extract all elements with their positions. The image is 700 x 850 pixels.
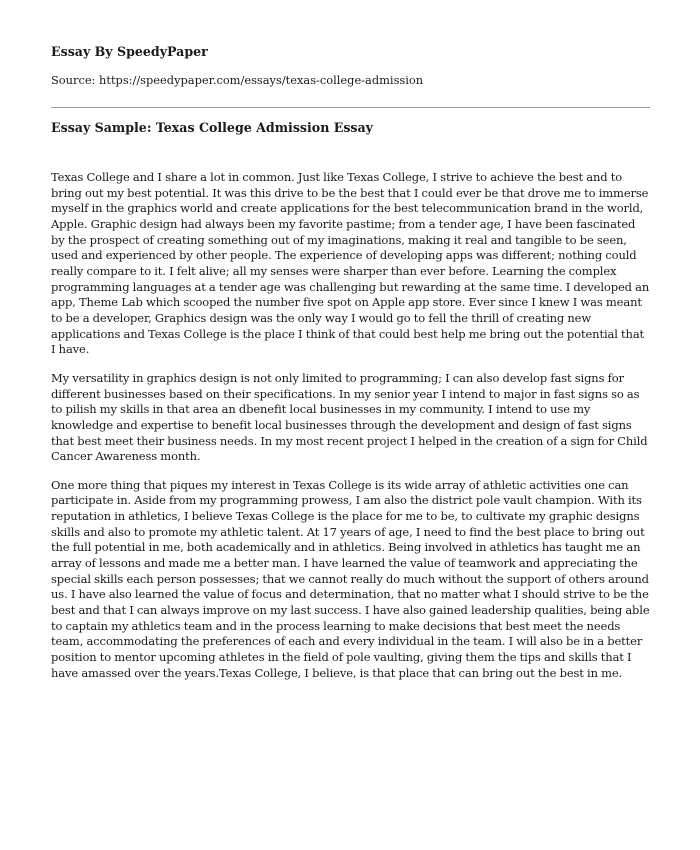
essay-body: [51, 170, 651, 694]
source-label: Source:: [51, 73, 100, 87]
source-url: https://speedypaper.com/essays/texas-college-admission: [99, 73, 424, 87]
essay-title: Essay Sample: Texas College Admission Essay: [51, 120, 373, 135]
essay-paragraph-1: Texas College and I share a lot in common. Just like Texas College, I strive to achieve the best and to bring out my best potential. It was this drive to be the best that I could ever be that drove me to immerse myself in the graphics world and create applications for the best telecommunication brand in the world, Apple. Graphic design had always been my favorite pastime; from a tender age, I have been fascinated by the prospect of creating something out of my imaginations, making it real and tangible to be seen, used and experienced by other people. The experience of developing apps was different; nothing could really compare to it. I felt alive; all my senses were sharper than ever before. Learning the complex programming languages at a tender age was challenging but rewarding at the same time. I developed an app, Theme Lab which scooped the number five spot on Apple app store. Ever since I knew I was meant to be a developer, Graphics design was the only way I would go to fell the thrill of creating new applications and Texas College is the place I think of that could best help me bring out the potential that I have.: [51, 170, 650, 357]
document-title: Essay By SpeedyPaper: [51, 44, 208, 59]
essay-paragraph-2: My versatility in graphics design is not only limited to programming; I can also develop fast signs for different businesses based on their specifications. In my senior year I intend to major in fast signs so as to pilish my skills in that area an dbenefit local businesses in my community. I intend to use my knowledge and expertise to benefit local businesses through the development and design of fast signs that best meet their business needs. In my most recent project I helped in the creation of a sign for Child Cancer Awareness month.: [51, 370, 648, 464]
horizontal-divider: [51, 107, 650, 108]
source-line: [51, 72, 423, 88]
essay-paragraph-3: One more thing that piques my interest in Texas College is its wide array of athletic activities one can participate in. Aside from my programming prowess, I am also the district pole vault champion. With its reputation in athletics, I believe Texas College is the place for me to be, to cultivate my graphic designs skills and also to promote my athletic talent. At 17 years of age, I need to find the best place to bring out the full potential in me, both academically and in athletics. Being involved in athletics has taught me an array of lessons and made me a better man. I have learned the value of teamwork and appreciating the special skills each person possesses; that we cannot really do much without the support of others around us. I have also learned the value of focus and determination, that no matter what I should strive to be the best and that I can always improve on my last success. I have also gained leadership qualities, being able to captain my athletics team and in the process learning to make decisions that best meet the needs team, accommodating the preferences of each and every individual in the team. I will also be in a better position to mentor upcoming athletes in the field of pole vaulting, giving them the tips and skills that I have amassed over the years.Texas College, I believe, is that place that can bring out the best in me.: [51, 477, 650, 680]
